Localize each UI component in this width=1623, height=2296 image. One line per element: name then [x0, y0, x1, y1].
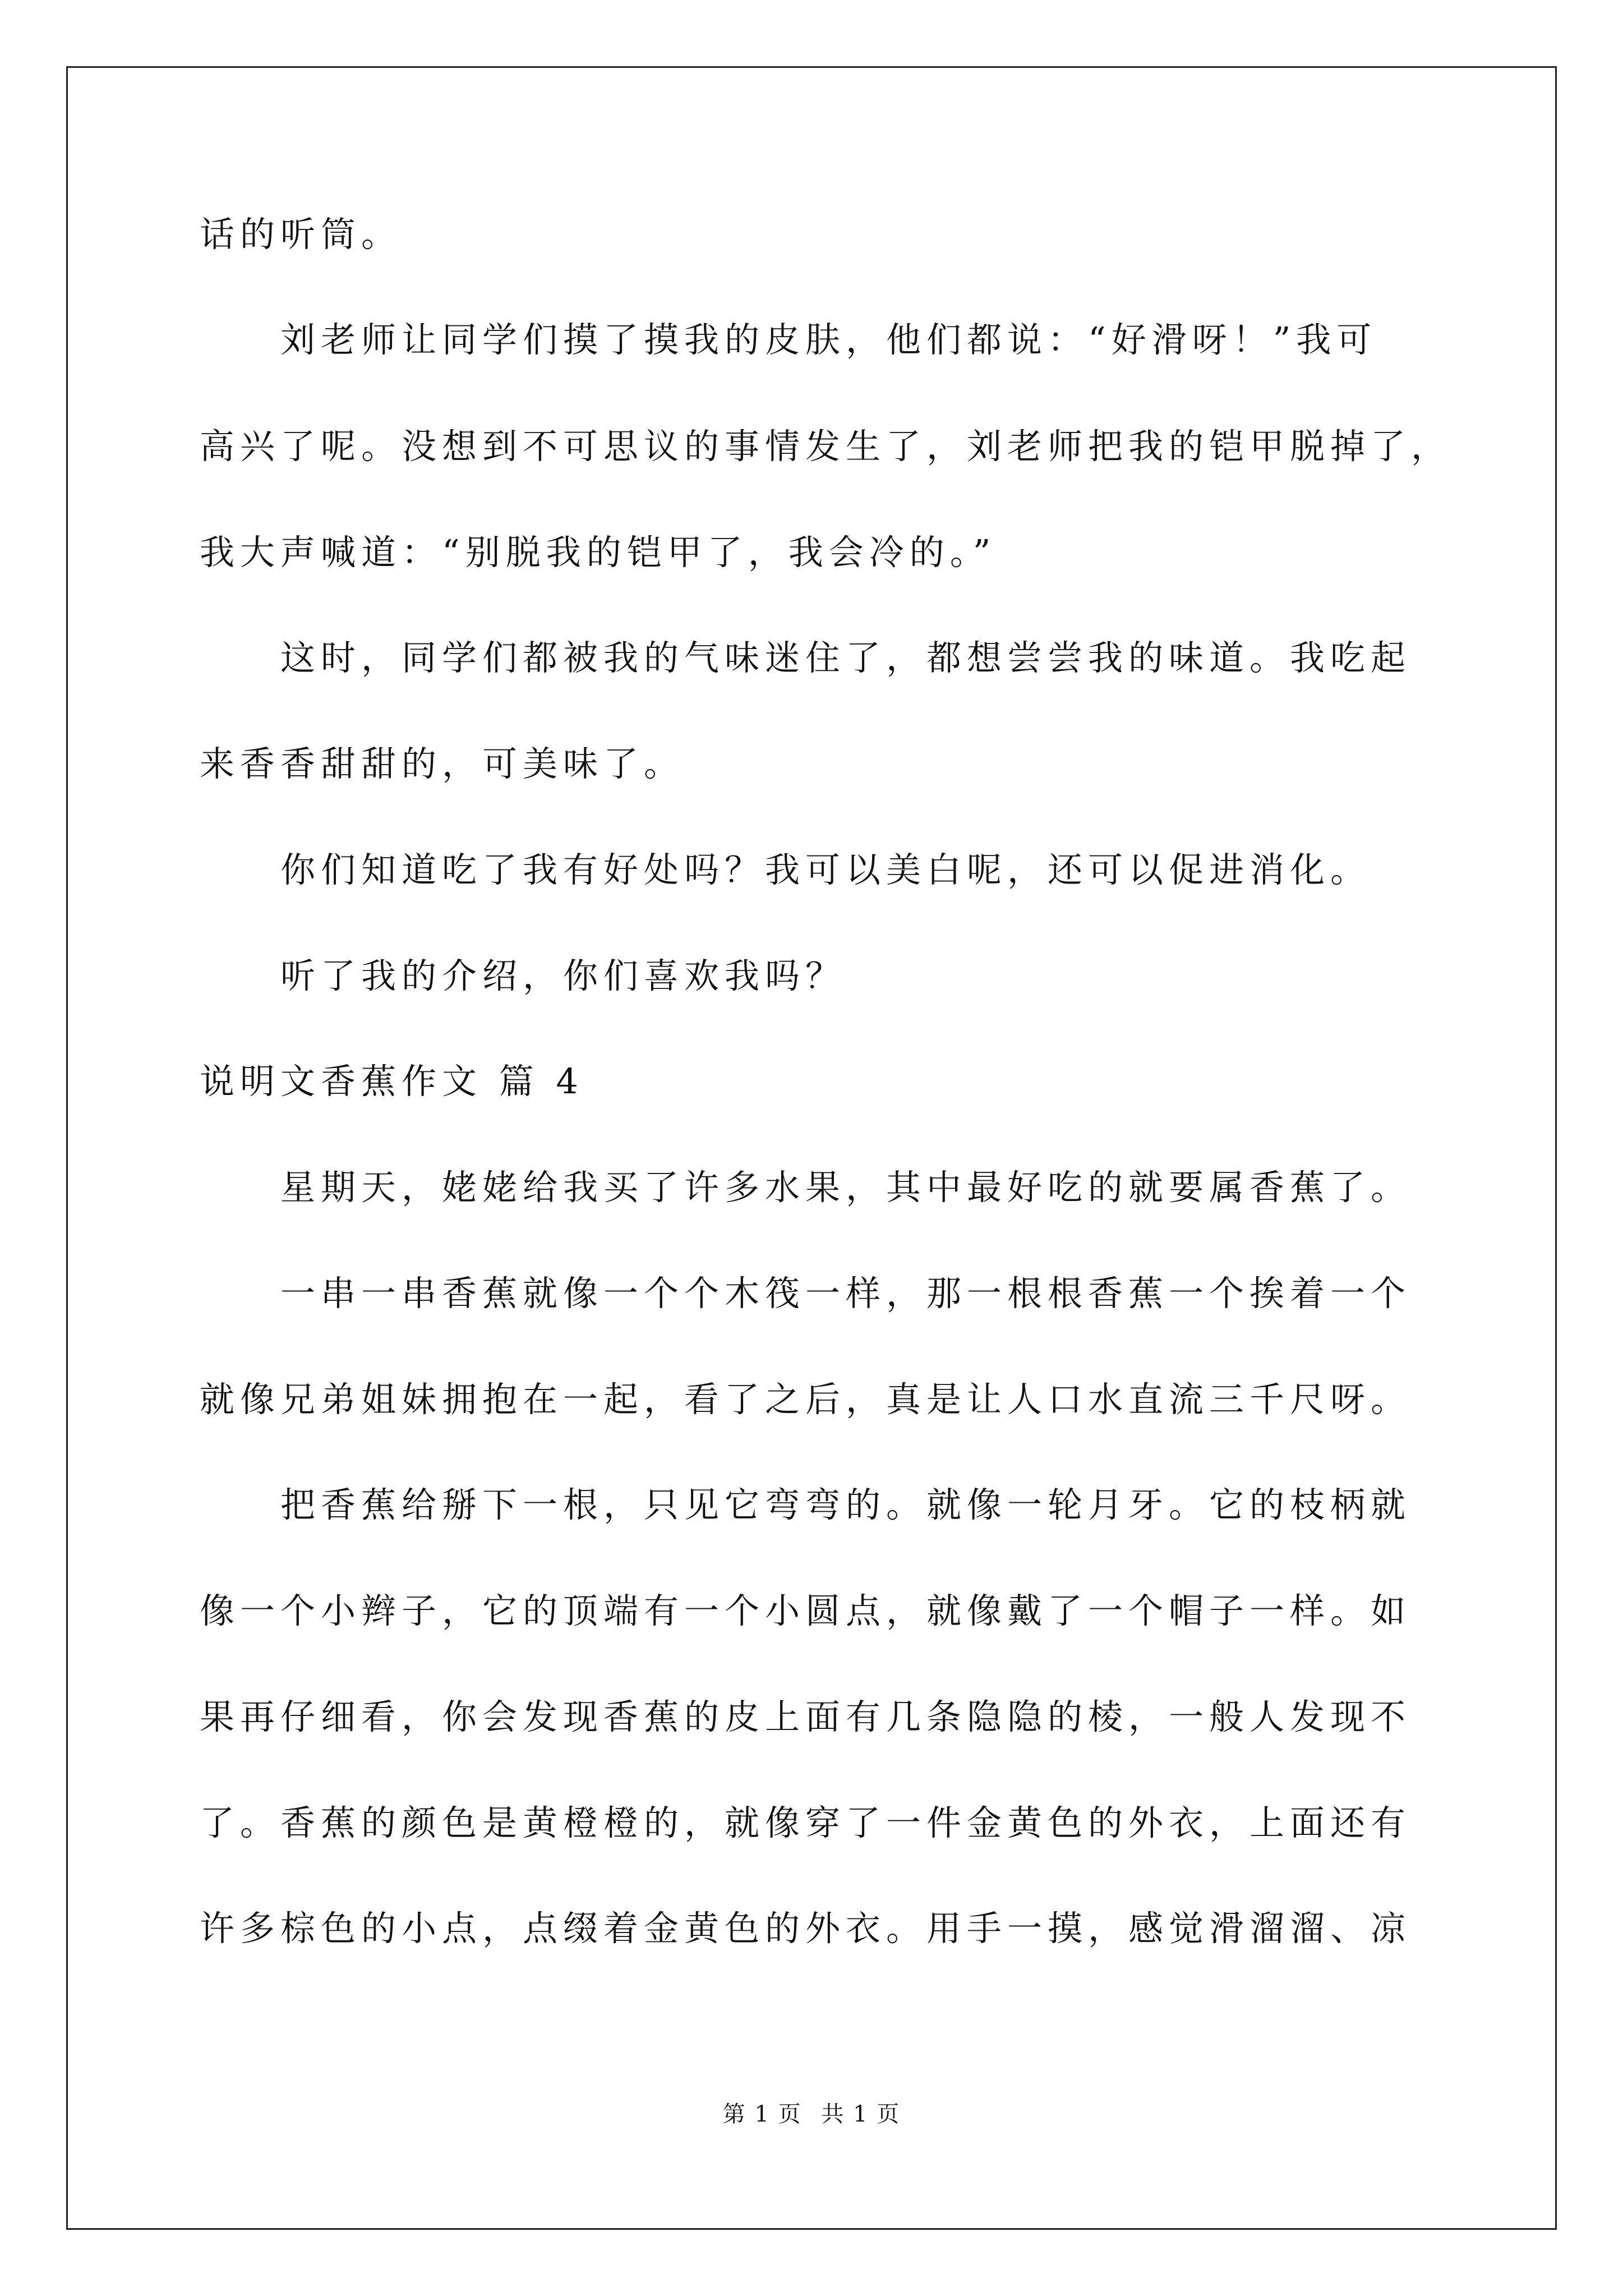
section-heading: 说明文香蕉作文 篇 4: [200, 1061, 584, 1102]
text-line-14: 像一个小辫子，它的顶端有一个小圆点，就像戴了一个帽子一样。如: [200, 1590, 1412, 1631]
text-line-13: 把香蕉给掰下一根，只见它弯弯的。就像一轮月牙。它的枝柄就: [280, 1484, 1412, 1525]
text-line-16: 了。香蕉的颜色是黄橙橙的，就像穿了一件金黄色的外衣，上面还有: [200, 1802, 1412, 1843]
page-border: [66, 66, 1557, 2230]
text-line-12: 就像兄弟姐妹拥抱在一起，看了之后，真是让人口水直流三千尺呀。: [200, 1379, 1412, 1420]
page-footer: [0, 2100, 1623, 2128]
text-line-7: 你们知道吃了我有好处吗？我可以美白呢，还可以促进消化。: [280, 849, 1371, 890]
text-line-10: 星期天，姥姥给我买了许多水果，其中最好吃的就要属香蕉了。: [280, 1167, 1412, 1208]
text-line-1: 话的听筒。: [200, 214, 402, 255]
page-number: 第 1 页: [722, 2101, 802, 2127]
text-line-8: 听了我的介绍，你们喜欢我吗？: [280, 955, 846, 996]
text-line-3: 高兴了呢。没想到不可思议的事情发生了，刘老师把我的铠甲脱掉了，: [200, 426, 1452, 467]
text-line-15: 果再仔细看，你会发现香蕉的皮上面有几条隐隐的棱，一般人发现不: [200, 1696, 1412, 1737]
text-line-11: 一串一串香蕉就像一个个木筏一样，那一根根香蕉一个挨着一个: [280, 1273, 1412, 1314]
text-line-17: 许多棕色的小点，点缀着金黄色的外衣。用手一摸，感觉滑溜溜、凉: [200, 1908, 1412, 1949]
text-line-6: 来香香甜甜的，可美味了。: [200, 743, 685, 784]
text-line-4: 我大声喊道：“别脱我的铠甲了，我会冷的。”: [200, 532, 997, 573]
page-total: 共 1 页: [821, 2101, 901, 2127]
text-line-2: 刘老师让同学们摸了摸我的皮肤，他们都说：“好滑呀！”我可: [280, 319, 1377, 360]
text-line-5: 这时，同学们都被我的气味迷住了，都想尝尝我的味道。我吃起: [280, 637, 1412, 678]
